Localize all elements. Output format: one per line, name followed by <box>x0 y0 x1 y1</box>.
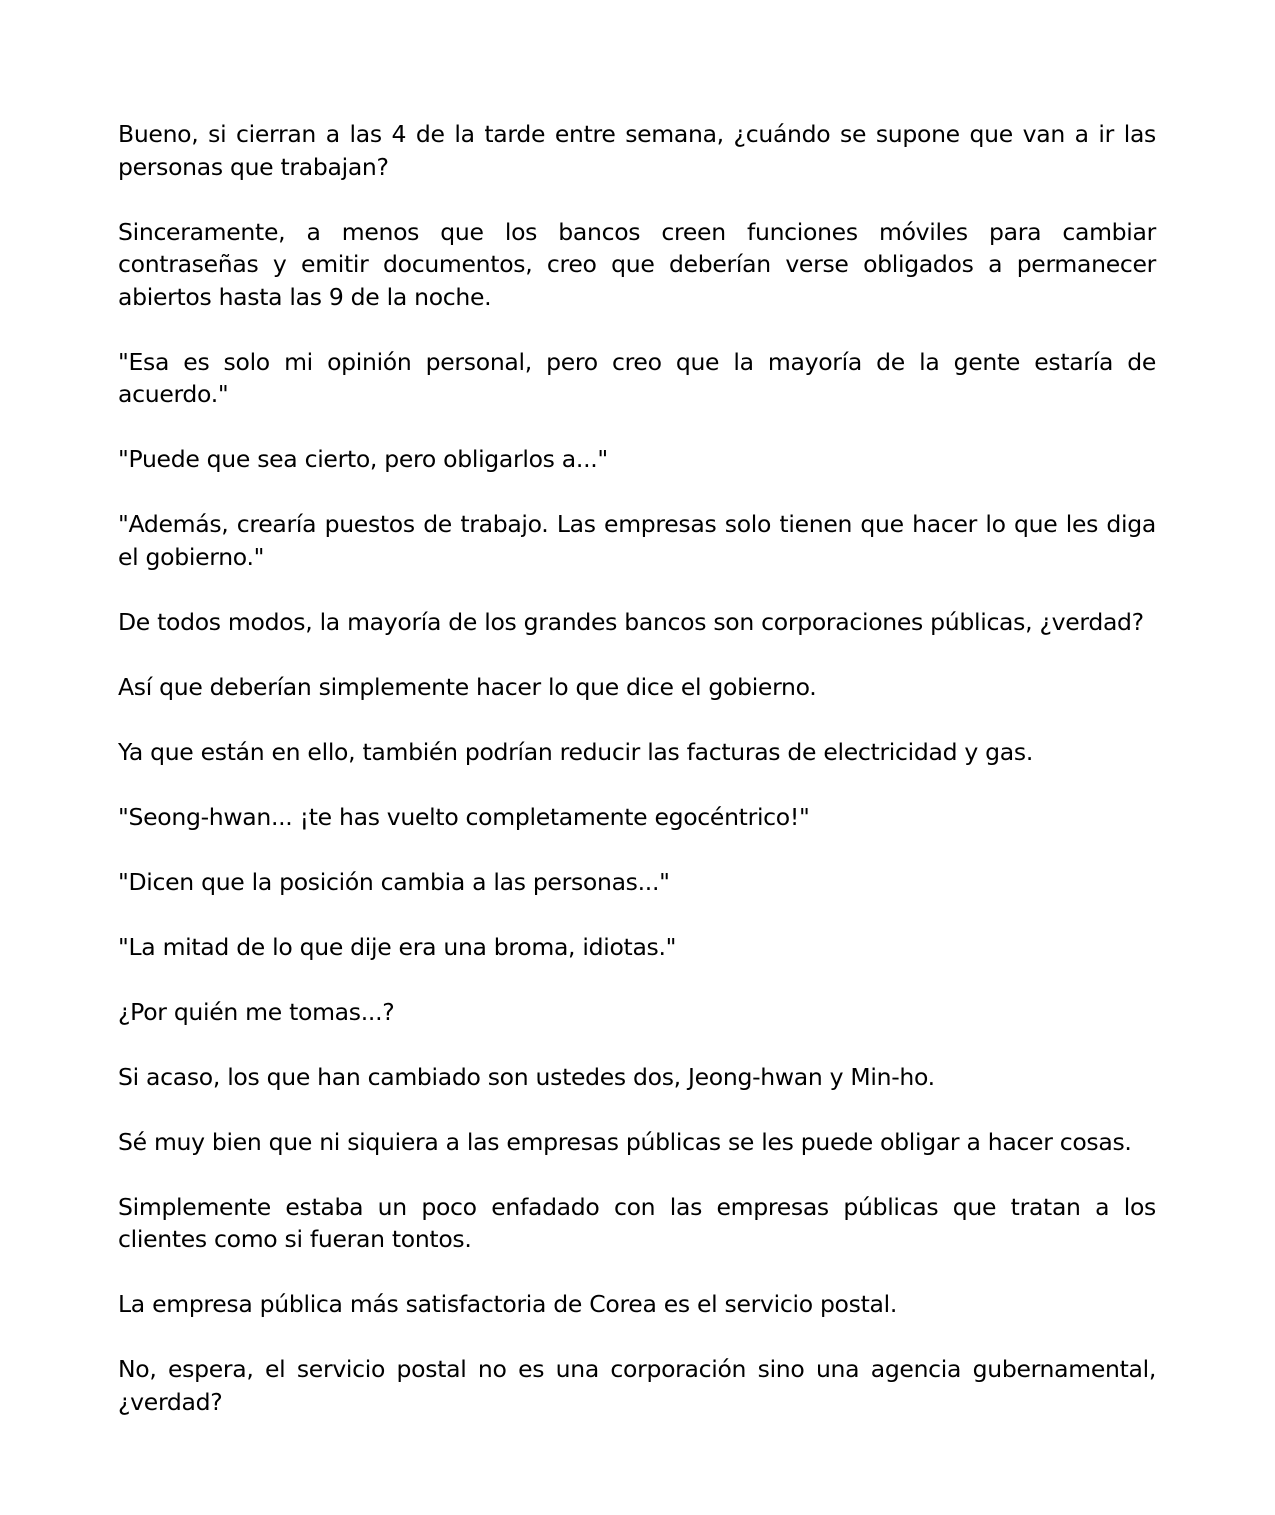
paragraph: Simplemente estaba un poco enfadado con las empresas públicas que tratan a los clientes como si fueran tontos. <box>118 1192 1156 1253</box>
paragraph: Así que deberían simplemente hacer lo que dice el gobierno. <box>118 672 817 701</box>
paragraph: Si acaso, los que han cambiado son ustedes dos, Jeong-hwan y Min-ho. <box>118 1062 935 1091</box>
paragraph: "Dicen que la posición cambia a las personas..." <box>118 867 670 896</box>
paragraph: De todos modos, la mayoría de los grandes bancos son corporaciones públicas, ¿verdad? <box>118 607 1144 636</box>
paragraph: La empresa pública más satisfactoria de Corea es el servicio postal. <box>118 1290 897 1318</box>
paragraph: Bueno, si cierran a las 4 de la tarde entre semana, ¿cuándo se supone que van a ir las personas que trabajan? <box>118 120 1156 181</box>
paragraph: "Puede que sea cierto, pero obligarlos a..." <box>118 445 608 473</box>
paragraph: Ya que están en ello, también podrían reducir las facturas de electricidad y gas. <box>118 737 1034 766</box>
paragraph: ¿Por quién me tomas...? <box>118 997 395 1026</box>
paragraph: Sé muy bien que ni siquiera a las empresas públicas se les puede obligar a hacer cosas. <box>118 1127 1132 1156</box>
paragraph: "Seong-hwan... ¡te has vuelto completamente egocéntrico!" <box>118 802 810 831</box>
document-page <box>118 118 1156 1451</box>
paragraph: "Además, crearía puestos de trabajo. Las empresas solo tienen que hacer lo que les diga el gobierno." <box>118 510 1156 571</box>
paragraph: No, espera, el servicio postal no es una corporación sino una agencia gubernamental, ¿verdad? <box>118 1355 1156 1416</box>
paragraph: "Esa es solo mi opinión personal, pero creo que la mayoría de la gente estaría de acuerdo." <box>118 347 1156 408</box>
paragraph: Sinceramente, a menos que los bancos creen funciones móviles para cambiar contraseñas y emitir documentos, creo que deberían verse obligados a permanecer abiertos hasta las 9 de la noche. <box>118 217 1156 311</box>
paragraph: "La mitad de lo que dije era una broma, idiotas." <box>118 932 677 961</box>
